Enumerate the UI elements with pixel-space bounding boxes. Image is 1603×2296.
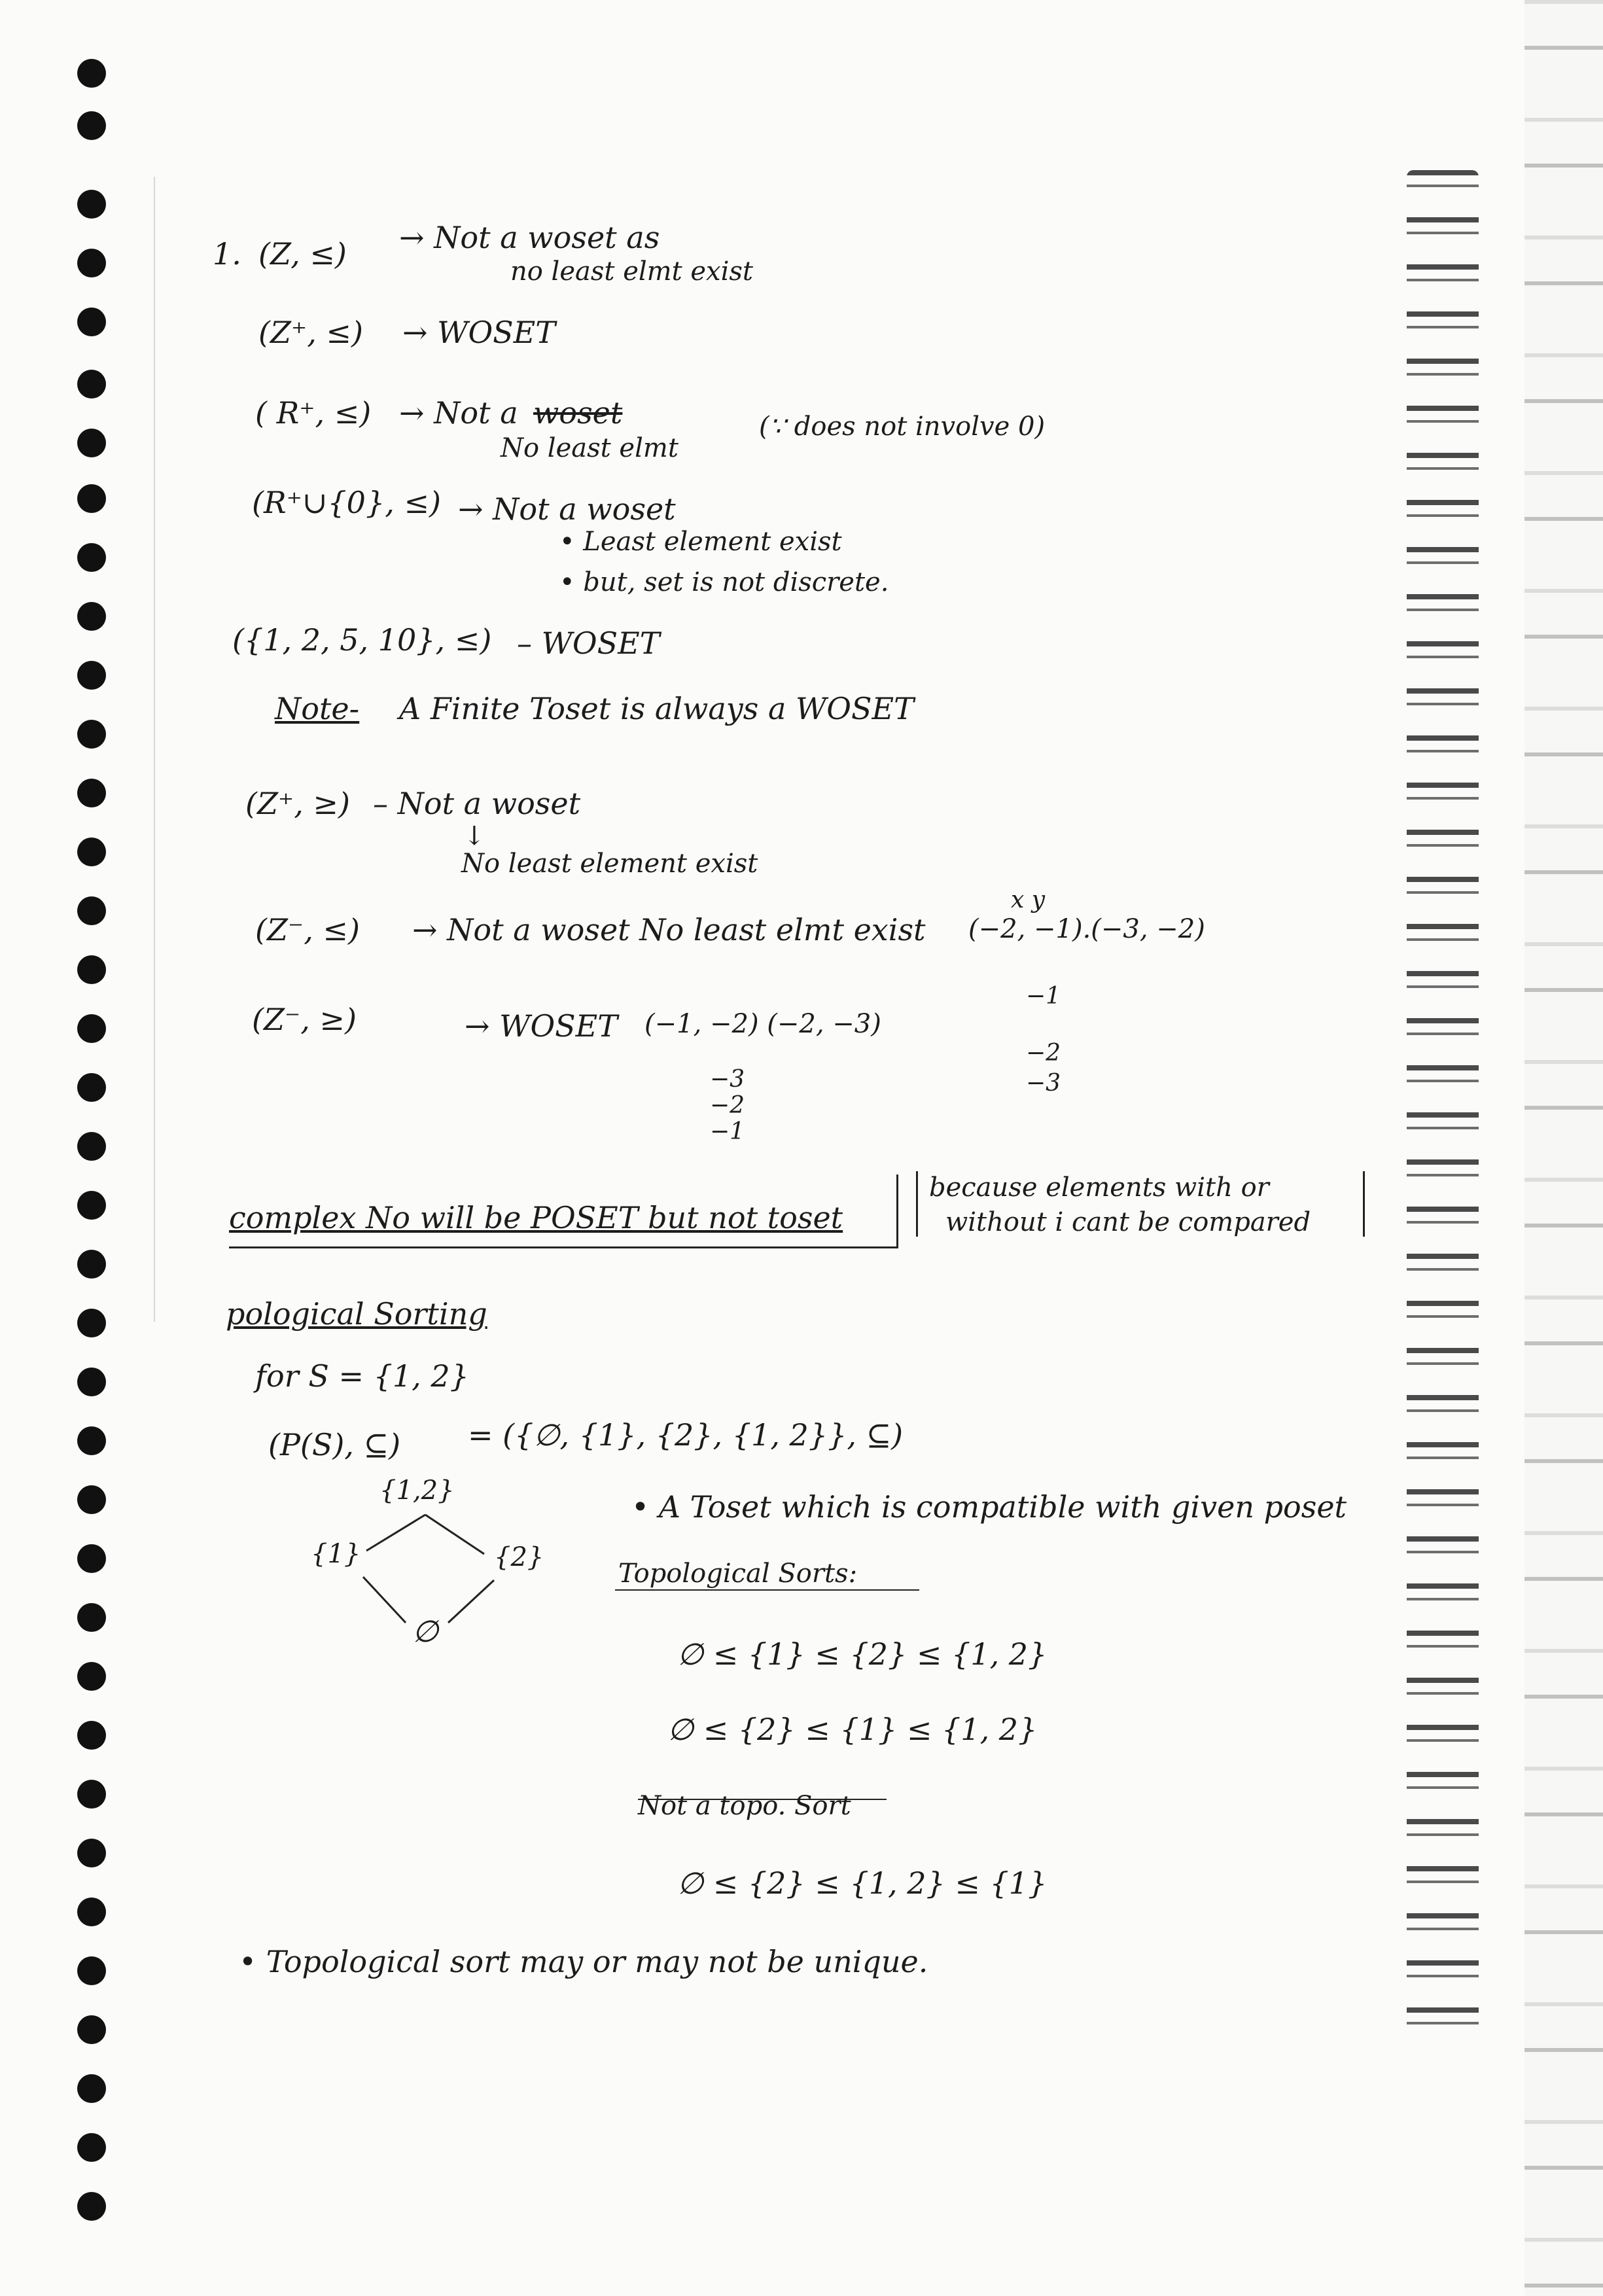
set-definition: for S = {1, 2} [255,1358,469,1394]
toset-definition: • A Toset which is compatible with given poset [631,1489,1347,1525]
side-note: (∵ does not involve 0) [759,412,1046,442]
set-result: → Not a woset No least elmt exist [412,912,926,947]
topological-sort: ∅ ≤ {1} ≤ {2} ≤ {1, 2} [677,1636,1048,1672]
set-notation: (Z⁻, ≥) [252,1002,357,1037]
hasse-node-bottom: ∅ [412,1614,439,1649]
invalid-sort: ∅ ≤ {2} ≤ {1, 2} ≤ {1} [677,1865,1048,1901]
set-result: – Not a woset [373,786,581,821]
power-set-elements: = ({∅, {1}, {2}, {1, 2}}, ⊆) [468,1417,904,1453]
chain-node: −3 [710,1066,745,1093]
set-result: → Not a [399,395,518,431]
hasse-node-top: {1,2} [379,1475,455,1506]
set-result: → Not a woset as [399,220,660,255]
pair-example: (−1, −2) (−2, −3) [644,1009,881,1039]
reason-line: because elements with or [929,1173,1269,1203]
power-set: (P(S), ⊆) [268,1427,401,1462]
down-arrow: ↓ [463,821,485,851]
set-notation: (Z⁺, ≤) [258,315,363,350]
set-reason: No least element exist [461,849,758,879]
chain-node: −2 [1026,1040,1061,1067]
reason-line: without i cant be compared [945,1207,1311,1237]
hasse-node-left: {1} [311,1539,361,1569]
note-label: Note- [275,691,360,726]
chain-node: −1 [710,1118,745,1145]
set-reason: no least elmt exist [510,256,753,287]
set-result: → Not a woset [458,491,676,527]
set-result: → WOSET [465,1008,618,1044]
sorts-heading: Topological Sorts: [618,1559,858,1589]
note-text: A Finite Toset is always a WOSET [399,691,914,726]
boxed-statement: complex No will be POSET but not toset [229,1200,843,1235]
topological-sort: ∅ ≤ {2} ≤ {1} ≤ {1, 2} [667,1712,1038,1747]
set-result: → WOSET [402,315,555,350]
set-notation: (Z⁺, ≥) [245,786,350,821]
hasse-node-right: {2} [494,1542,544,1572]
chain-node: −3 [1026,1070,1061,1097]
set-result: – WOSET [517,626,660,661]
section-heading: pological Sorting [226,1296,487,1332]
set-notation: (R⁺∪{0}, ≤) [252,485,441,520]
struck-word: woset [533,395,623,431]
not-sort-heading: Not a topo. Sort [638,1791,851,1821]
bullet-point: • Least element exist [559,527,842,557]
set-notation: (Z, ≤) [258,236,347,272]
chain-node: −2 [710,1092,745,1119]
set-notation: (Z⁻, ≤) [255,912,360,947]
set-reason: No least elmt [501,433,678,463]
bullet-point: • but, set is not discrete. [559,567,889,597]
item-number: 1. [213,236,241,272]
chain-node: −1 [1026,983,1061,1010]
xy-labels: x y [1011,887,1046,913]
set-notation: ( R⁺, ≤) [255,395,372,431]
footer-note: • Topological sort may or may not be unique. [239,1944,928,1979]
pair-example: (−2, −1).(−3, −2) [968,914,1205,944]
set-notation: ({1, 2, 5, 10}, ≤) [232,622,492,658]
